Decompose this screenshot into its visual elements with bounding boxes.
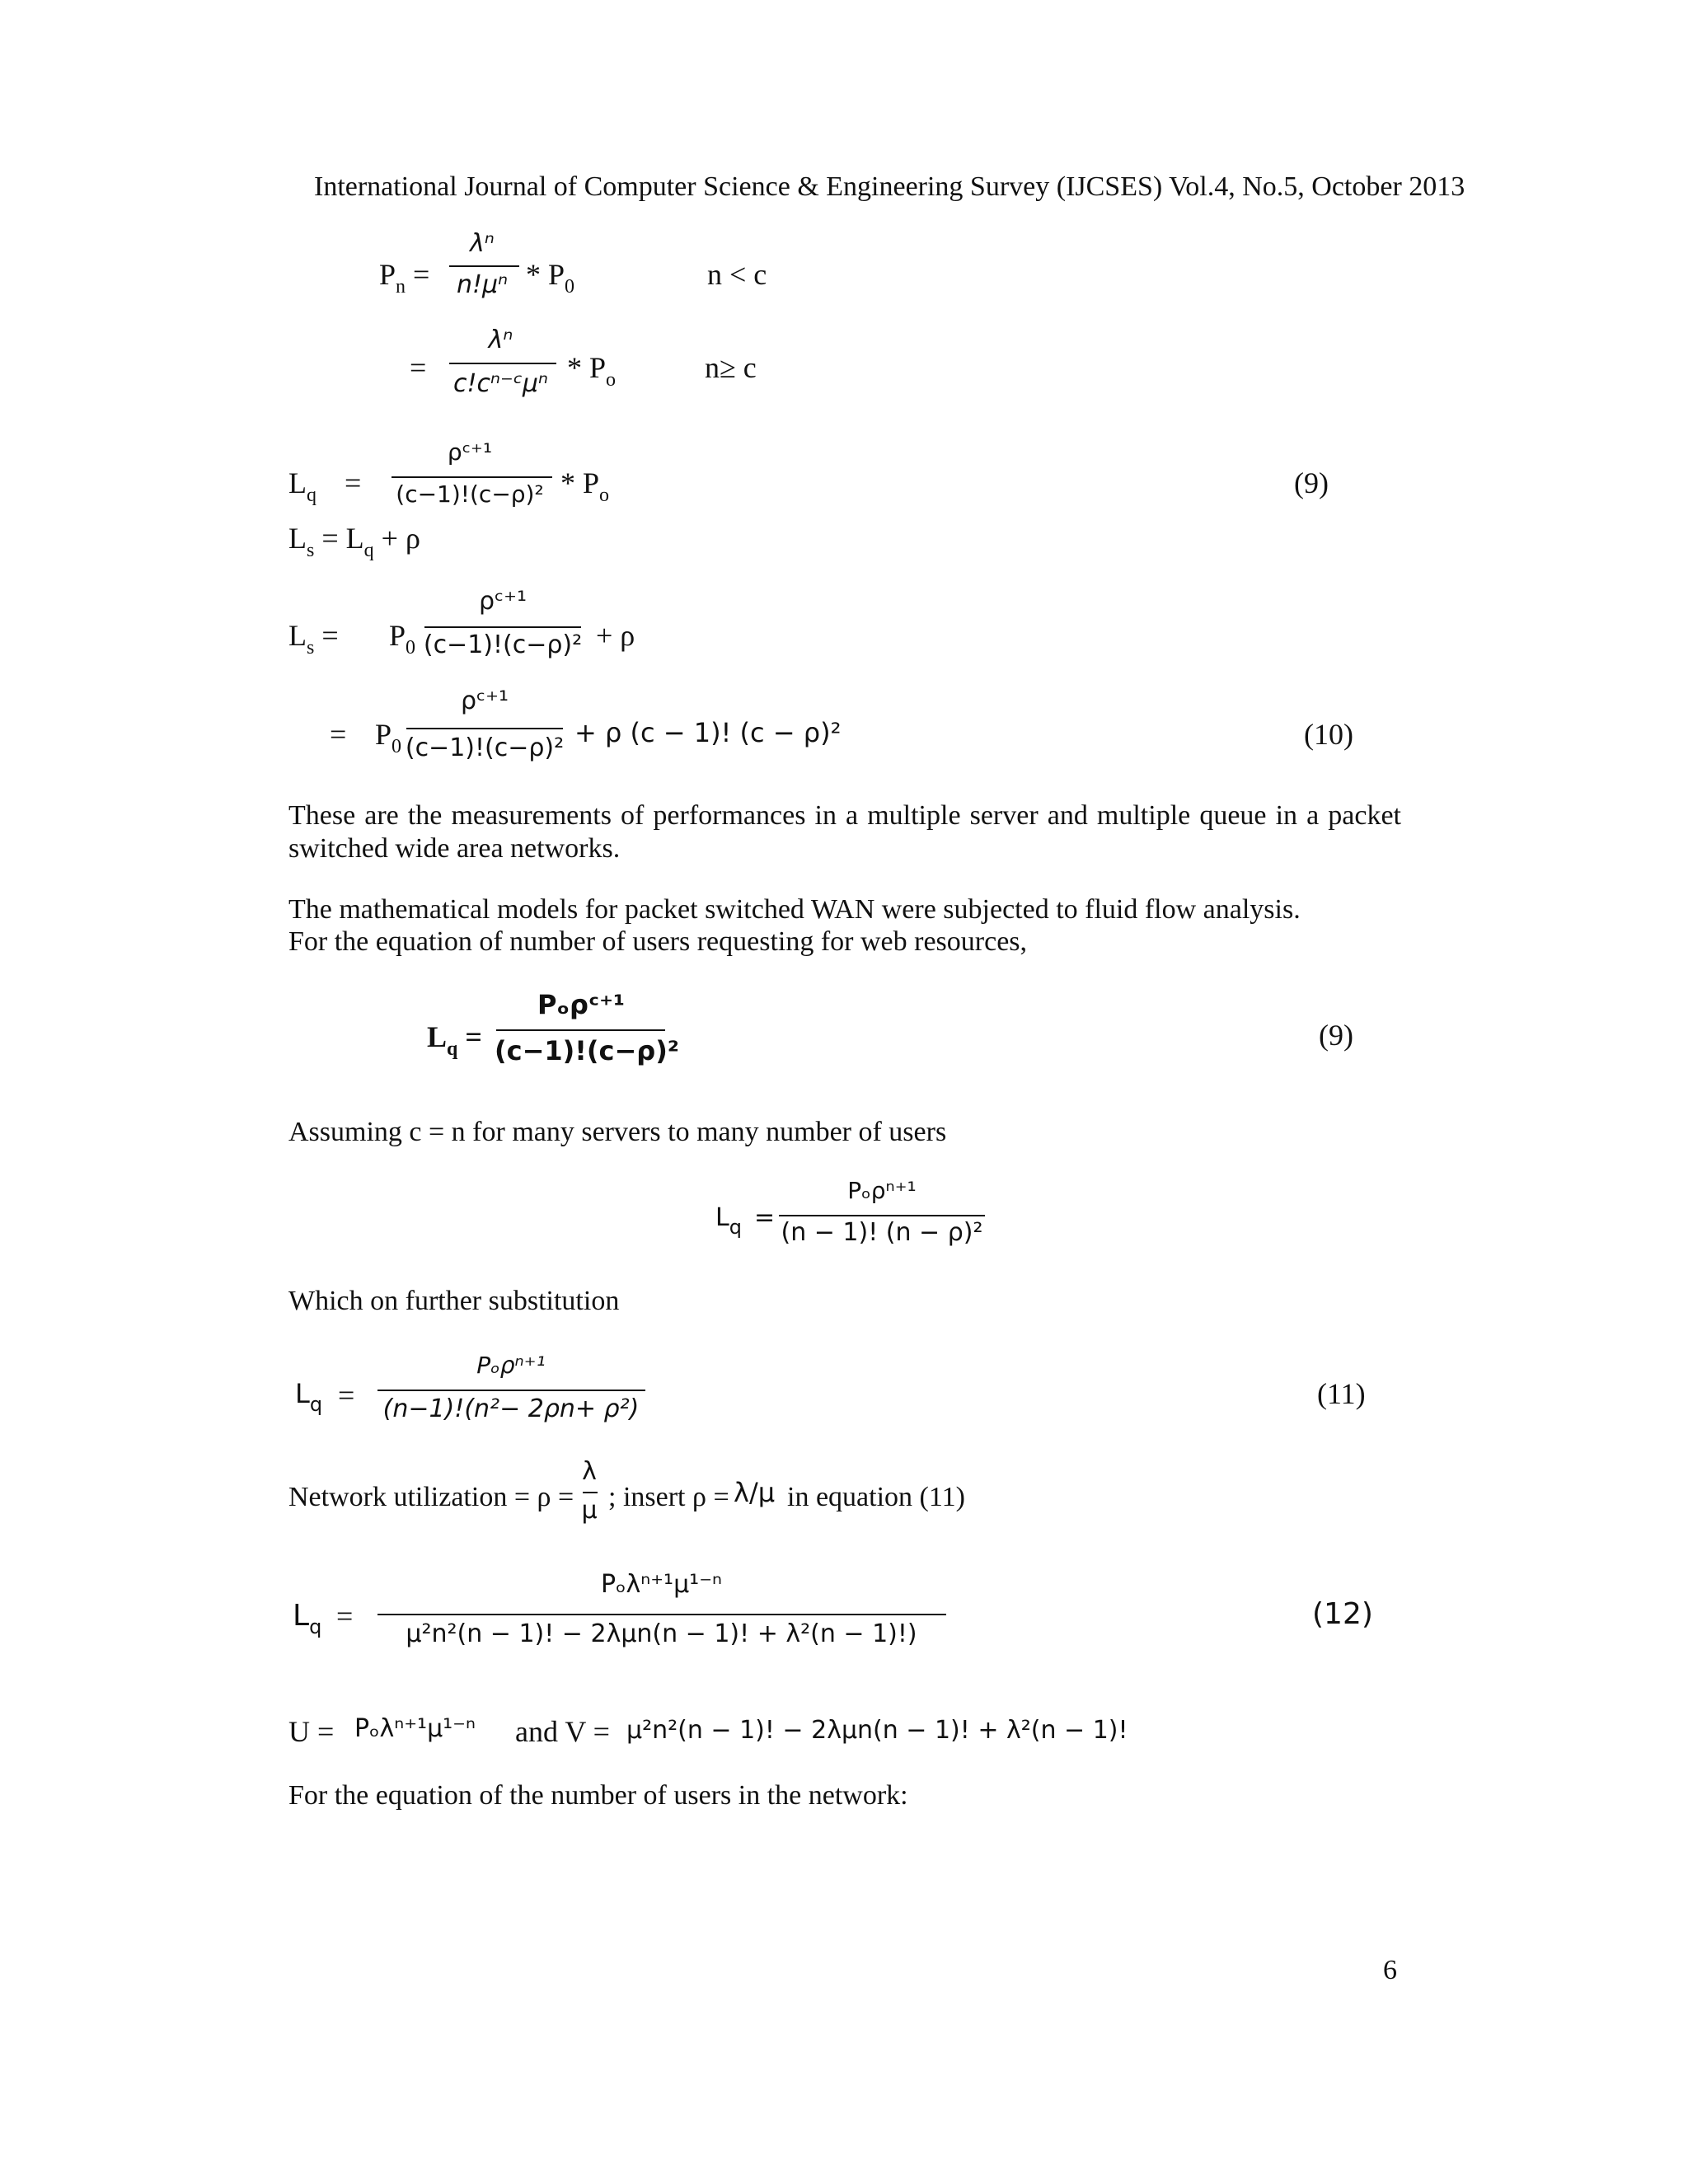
- eq9b-equals: =: [465, 1020, 482, 1053]
- ls-definition: [288, 521, 420, 561]
- page-number: 6: [1383, 1955, 1397, 1985]
- eqcn-lhs-sub: q: [729, 1216, 742, 1239]
- pn-row1-p-main: P: [548, 258, 565, 291]
- paragraph-models-line1: The mathematical models for packet switched WAN were subjected to fluid flow analysis.: [288, 894, 1301, 925]
- eq11-lhs-main: L: [295, 1378, 310, 1409]
- ls-def-mid: = L: [314, 522, 364, 555]
- eqcn-numerator: Pₒρⁿ⁺¹: [847, 1177, 917, 1204]
- eq9a-lhs-main: L: [288, 466, 307, 499]
- utilization-middle: ; insert ρ =: [608, 1482, 729, 1512]
- ls1-p-sub: 0: [406, 637, 416, 658]
- eq9b-lhs-sub: q: [447, 1038, 458, 1060]
- paragraph-substitution: Which on further substitution: [288, 1286, 620, 1316]
- eq9a-lhs: [288, 466, 316, 506]
- eq11-denominator: (n−1)!(n²− 2ρn+ ρ²): [382, 1394, 640, 1423]
- utilization-slash-frac: λ/μ: [734, 1477, 776, 1508]
- uv-u-label: U =: [288, 1715, 335, 1748]
- paragraph-network-users: For the equation of the number of users in the network:: [288, 1780, 908, 1811]
- pn-row2-denominator: c!cⁿ⁻ᶜμⁿ: [453, 369, 548, 398]
- eq12-numerator: Pₒλⁿ⁺¹μ¹⁻ⁿ: [601, 1570, 722, 1599]
- eq10-p-sub: 0: [392, 736, 402, 757]
- eq9b-numerator: Pₒρᶜ⁺¹: [537, 989, 626, 1020]
- pn-row1-p-sub: 0: [565, 276, 575, 298]
- utilization-frac-num: λ: [582, 1457, 597, 1486]
- eq10-p0: [375, 717, 402, 757]
- ls1-tail: + ρ: [596, 619, 635, 652]
- uv-and: and V =: [515, 1715, 610, 1748]
- utilization-suffix: in equation (11): [787, 1482, 965, 1512]
- eq12-denominator: μ²n²(n − 1)! − 2λμn(n − 1)! + λ²(n − 1)!): [406, 1619, 917, 1648]
- ls-def-s1: s: [307, 540, 315, 561]
- eq10-equals: =: [330, 718, 347, 751]
- eq10-denominator: (c−1)!(c−ρ)²: [405, 733, 565, 762]
- eq12-number: (12): [1312, 1597, 1373, 1631]
- ls1-numerator: ρᶜ⁺¹: [478, 587, 527, 616]
- paragraph-measurements: These are the measurements of performances in a multiple server and multiple queue in a packet switched wide area networks.: [288, 800, 1401, 864]
- eq12-lhs: [293, 1599, 322, 1638]
- utilization-prefix: Network utilization = ρ =: [288, 1482, 574, 1512]
- eq11-lhs: [295, 1378, 323, 1416]
- pn-row2-numerator: λⁿ: [488, 326, 513, 354]
- eq9a-p-sub: o: [599, 485, 610, 506]
- ls-def-tail: + ρ: [373, 522, 420, 555]
- eq12-equals: =: [336, 1600, 354, 1633]
- pn-row2-p-sub: o: [606, 369, 617, 391]
- eq11-fraction-bar: [377, 1390, 645, 1391]
- eq11-lhs-sub: q: [309, 1393, 323, 1416]
- pn-row2-fraction-bar: [449, 363, 556, 364]
- eq9a-mult: *: [560, 466, 575, 499]
- eq9b-number: (9): [1319, 1019, 1353, 1052]
- pn-row1-factor: [526, 257, 575, 298]
- ls1-lhs-sub: s: [307, 637, 315, 658]
- pn-lhs-sub: n: [396, 276, 406, 298]
- ls-def-s2: q: [363, 540, 374, 561]
- ls1-fraction-bar: [424, 626, 581, 628]
- eqcn-equals: =: [754, 1203, 776, 1232]
- utilization-frac-bar: [583, 1492, 598, 1493]
- uv-u-expr: Pₒλⁿ⁺¹μ¹⁻ⁿ: [354, 1714, 476, 1743]
- ls1-p-main: P: [389, 619, 406, 652]
- eq9b-lhs: [427, 1019, 482, 1060]
- ls1-equals: =: [321, 619, 339, 652]
- eq10-tail: + ρ (c − 1)! (c − ρ)²: [574, 717, 842, 748]
- eq12-lhs-sub: q: [309, 1615, 322, 1638]
- eqcn-lhs-main: L: [715, 1203, 729, 1232]
- pn-row1-mult: *: [526, 258, 541, 291]
- eq9a-equals: =: [345, 466, 362, 499]
- eq10-fraction-bar: [406, 728, 563, 729]
- eq11-numerator: Pₒρⁿ⁺¹: [476, 1352, 546, 1379]
- ls1-denominator: (c−1)!(c−ρ)²: [423, 630, 583, 659]
- eq10-numerator: ρᶜ⁺¹: [460, 687, 509, 715]
- eqcn-denominator: (n − 1)! (n − ρ)²: [781, 1218, 983, 1247]
- pn-row1-numerator: λⁿ: [470, 229, 495, 258]
- utilization-frac-den: μ: [581, 1496, 598, 1525]
- pn-equals: =: [413, 258, 430, 291]
- eq9a-fraction-bar: [392, 476, 552, 478]
- eq9b-denominator: (c−1)!(c−ρ)²: [495, 1035, 679, 1066]
- eq10-p-main: P: [375, 718, 392, 751]
- pn-lhs-main: P: [379, 258, 396, 291]
- eq12-lhs-main: L: [293, 1599, 310, 1633]
- eq9a-number: (9): [1294, 466, 1329, 499]
- paragraph-assuming: Assuming c = n for many servers to many number of users: [288, 1117, 947, 1147]
- eqcn-fraction-bar: [779, 1215, 985, 1216]
- pn-row1-denominator: n!μⁿ: [456, 270, 509, 299]
- ls1-lhs-main: L: [288, 619, 307, 652]
- ls1-p0: [389, 618, 416, 658]
- eq9a-lhs-sub: q: [307, 485, 316, 506]
- eq9a-numerator: ρᶜ⁺¹: [447, 438, 493, 466]
- ls1-lhs: [288, 618, 339, 658]
- eq11-number: (11): [1317, 1377, 1366, 1410]
- pn-row2-equals: =: [410, 351, 427, 384]
- paragraph-models-line2: For the equation of number of users requesting for web resources,: [288, 926, 1028, 957]
- pn-row2-mult: *: [567, 351, 582, 384]
- pn-row1-condition: n < c: [707, 258, 767, 291]
- uv-v-expr: μ²n²(n − 1)! − 2λμn(n − 1)! + λ²(n − 1)!: [626, 1716, 1128, 1745]
- eq9b-lhs-main: L: [427, 1020, 448, 1053]
- running-header: International Journal of Computer Science & Engineering Survey (IJCSES) Vol.4, No.5, October 2013: [314, 171, 1465, 202]
- eq9a-denominator: (c−1)!(c−ρ)²: [396, 480, 544, 508]
- pn-row2-p-main: P: [589, 351, 607, 384]
- pn-lhs: [379, 257, 430, 298]
- eq12-fraction-bar: [377, 1614, 946, 1615]
- eq10-number: (10): [1304, 718, 1353, 751]
- eq11-equals: =: [338, 1379, 355, 1412]
- eq9a-p-main: P: [583, 466, 600, 499]
- ls-def-l1: L: [288, 522, 307, 555]
- pn-row2-condition: n≥ c: [705, 351, 757, 384]
- eq9a-factor: [560, 466, 610, 506]
- pn-row2-factor: [567, 350, 617, 391]
- eqcn-lhs: [715, 1203, 742, 1239]
- pn-row1-fraction-bar: [449, 265, 519, 267]
- eq9b-fraction-bar: [496, 1029, 665, 1031]
